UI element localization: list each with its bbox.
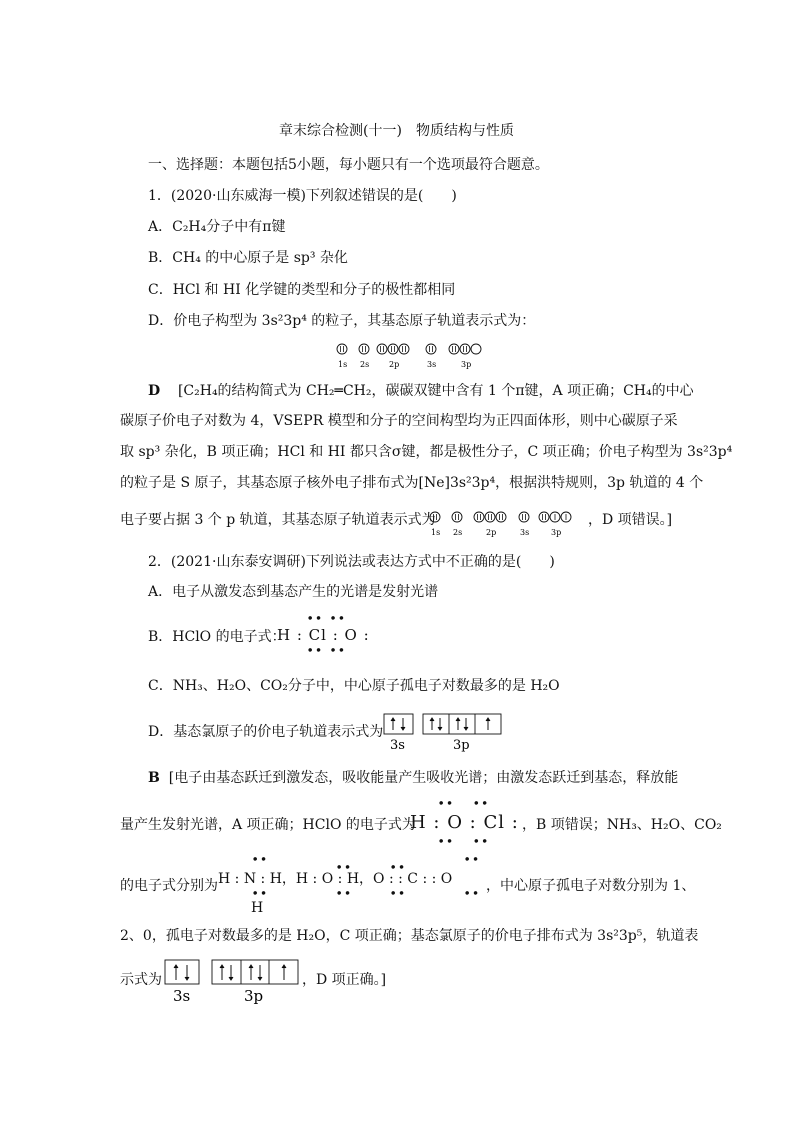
q2-answer-nh3-h: H — [251, 900, 264, 916]
q2-option-c: C．NH₃、H₂O、CO₂分子中，中心原子孤电子对数最多的是 H₂O — [148, 678, 560, 694]
q1-orbital-diagram — [334, 340, 494, 376]
q2-answer-text-5b: ，D 项正确。] — [302, 972, 387, 988]
q2-answer-text-1: [电子由基态跃迁到激发态，吸收能量产生吸收光谱；由激发态跃迁到基态，释放能 — [168, 770, 679, 786]
answer-orbital-label-3p: 3p — [551, 528, 562, 537]
q2-option-d-box-diagram — [383, 713, 503, 757]
q2-answer-line-5 — [120, 970, 162, 990]
q1-answer-text-5a: 电子要占据 3 个 p 轨道，其基态原子轨道表示式为 — [120, 512, 436, 528]
box-label-3p: 3p — [453, 738, 470, 753]
q2-answer-line-2 — [120, 815, 416, 835]
q1-option-b: B．CH₄ 的中心原子是 sp³ 杂化 — [148, 250, 348, 266]
q2-option-a: A．电子从激发态到基态产生的光谱是发射光谱 — [148, 584, 439, 600]
page-title: 章末综合检测(十一) 物质结构与性质 — [279, 123, 514, 139]
q1-answer-line-2: 碳原子价电子对数为 4，VSEPR 模型和分子的空间构型均为正四面体形，则中心碳原子采 — [120, 413, 678, 429]
q2-option-d: D．基态氯原子的价电子轨道表示式为 — [148, 724, 384, 740]
q1-stem: 1．(2020·山东威海一模)下列叙述错误的是( ) — [148, 188, 457, 204]
q2-answer-text-3b: ，中心原子孤电子对数分别为 1、 — [486, 878, 696, 894]
q2-hclo-electron-formula: ∙∙ ∙∙ H : Cl : O : ∙∙ ∙∙ — [277, 611, 370, 658]
orbital-label-3p: 3p — [461, 360, 472, 369]
q2-answer-line-4: 2、0，孤电子对数最多的是 H₂O，C 项正确；基态氯原子的价电子排布式为 3s²3p⁵，轨道表 — [120, 928, 699, 944]
box-label-3s: 3s — [390, 738, 405, 753]
q2-answer-hclo-formula: ∙∙ ∙∙ H : O : Cl : ∙∙ ∙∙ — [410, 796, 519, 849]
q1-answer-line-4: 的粒子是 S 原子，其基态原子核外电子排布式为[Ne]3s²3p⁴，根据洪特规则，3p 轨道的 4 个 — [120, 475, 704, 491]
answer-orbital-label-1s: 1s — [431, 528, 441, 537]
orbital-label-2s: 2s — [360, 360, 370, 369]
q2-answer-text-2a: 量产生发射光谱，A 项正确；HClO 的电子式为 — [120, 817, 416, 833]
q2-answer-line-1 — [148, 768, 678, 788]
q2-answer-box-diagram — [164, 956, 304, 1008]
orbital-label-3s: 3s — [427, 360, 437, 369]
q2-answer-hclo-formula-text: H : O : Cl : — [410, 812, 519, 833]
answer-orbital-label-2s: 2s — [453, 528, 463, 537]
section-heading: 一、选择题：本题包括5小题，每小题只有一个选项最符合题意。 — [148, 157, 549, 173]
answer-box-label-3p: 3p — [244, 987, 264, 1004]
q1-answer-letter: D — [148, 383, 161, 399]
q1-option-a: A．C₂H₄分子中有π键 — [148, 219, 286, 235]
q1-answer-line-3: 取 sp³ 杂化，B 项正确；HCl 和 HI 都只含σ键，都是极性分子，C 项正确；价电子构型为 3s²3p⁴ — [120, 444, 733, 460]
q1-option-c: C．HCl 和 HI 化学键的类型和分子的极性都相同 — [148, 282, 456, 298]
answer-orbital-label-2p: 2p — [486, 528, 497, 537]
orbital-label-2p: 2p — [389, 360, 400, 369]
q2-answer-text-3a: 的电子式分别为 — [120, 878, 218, 894]
q2-option-b: B．HClO 的电子式： — [148, 629, 286, 645]
q1-answer-text-5b: ，D 项错误。] — [588, 512, 673, 528]
q2-answer-text-2b: ，B 项错误；NH₃、H₂O、CO₂ — [522, 817, 722, 833]
q2-stem: 2．(2021·山东泰安调研)下列说法或表达方式中不正确的是( ) — [148, 554, 555, 570]
q1-answer-orbital-diagram — [427, 508, 587, 544]
q2-answer-formula-text: H : N : H，H : O : H，O : : C : : O — [218, 871, 453, 887]
answer-box-label-3s: 3s — [173, 987, 191, 1004]
q1-answer-text-1: [C₂H₄的结构简式为 CH₂═CH₂，碳碳双键中含有 1 个π键，A 项正确；CH₄的中心 — [177, 383, 694, 399]
q1-answer-line-5 — [120, 510, 436, 530]
q2-answer-text-5a: 示式为 — [120, 972, 162, 988]
q2-answer-molecule-formulas: ∙∙ ∙∙ ∙∙ ∙∙ H : N : H，H : O : H，O : : C : : O ∙∙ ∙∙ ∙∙ ∙∙ H — [218, 852, 481, 916]
q1-answer-line-1 — [148, 381, 694, 401]
q2-answer-letter: B — [148, 770, 160, 786]
answer-orbital-label-3s: 3s — [520, 528, 530, 537]
q2-hclo-formula-text: H : Cl : O : — [277, 626, 370, 644]
q2-answer-line-3 — [120, 876, 218, 896]
orbital-label-1s: 1s — [338, 360, 348, 369]
q1-option-d: D．价电子构型为 3s²3p⁴ 的粒子，其基态原子轨道表示式为： — [148, 313, 536, 329]
